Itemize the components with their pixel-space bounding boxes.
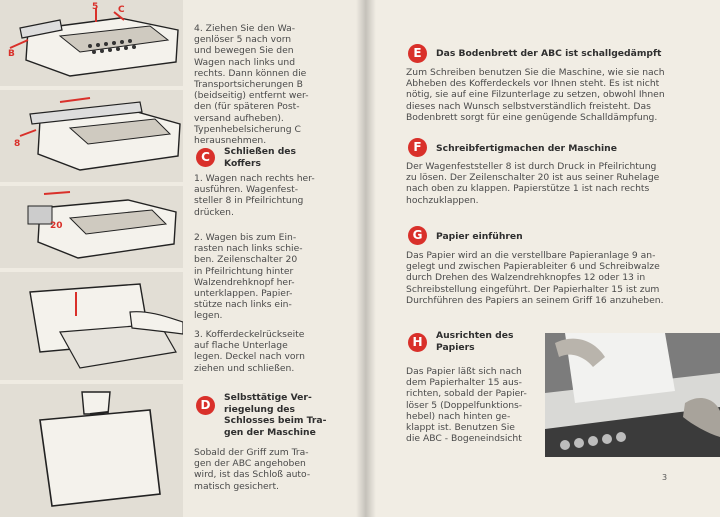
text-line: Durchführen des Papiers an seinem Griff 16 anzuheben. <box>406 294 664 306</box>
text-line: 4. Ziehen Sie den Wa- <box>194 23 296 34</box>
illustration-line-spacer <box>0 186 183 268</box>
text-line: versand aufheben). <box>194 112 284 124</box>
section-badge-d: D <box>196 396 215 415</box>
title-line: Koffers <box>224 157 261 169</box>
text-line: Der Wagenfeststeller 8 ist durch Druck in Pfeilrichtung <box>406 161 657 172</box>
text-line: legen. Deckel nach vorn <box>194 351 305 363</box>
label-b: B <box>8 49 15 59</box>
text-line: die ABC - Bogeneindsicht <box>406 433 522 445</box>
section-e-body <box>406 67 682 123</box>
illustration-carry-case <box>0 384 183 517</box>
label-c: C <box>118 5 125 15</box>
section-f-body <box>406 161 682 206</box>
title-line: gen der Maschine <box>224 426 316 438</box>
text-line: zu lösen. Der Zeilenschalter 20 ist aus seiner Ruhelage <box>406 172 660 184</box>
label-5: 5 <box>92 2 99 12</box>
text-line: dieses nach Wunsch selbstverständlich freisteht. Das <box>406 100 651 112</box>
section-title-f: Schreibfertigmachen der Maschine <box>436 143 617 154</box>
photo-paper-alignment <box>545 333 720 457</box>
step-d-text <box>194 447 354 492</box>
text-line: Schreibstellung eingeführt. Der Papierhalter 15 ist zum <box>406 283 660 295</box>
page-gutter <box>356 0 376 517</box>
text-line: legen. <box>194 310 223 322</box>
section-badge-e: E <box>408 44 427 63</box>
step-c2-text <box>194 232 352 322</box>
text-line: wird, ist das Schloß auto- <box>194 469 311 481</box>
text-line: Sobald der Griff zum Tra- <box>194 447 309 458</box>
text-line: rechts. Dann können die <box>194 67 307 79</box>
text-line: den (für späteren Post- <box>194 101 300 113</box>
section-title-d <box>224 392 356 438</box>
section-badge-f: F <box>408 138 427 157</box>
text-line: Das Papier läßt sich nach <box>406 366 522 377</box>
text-line: nach oben zu klappen. Papierstütze 1 ist nach rechts <box>406 183 650 195</box>
text-line: 1. Wagen nach rechts her- <box>194 173 315 184</box>
section-badge-h: H <box>408 333 427 352</box>
section-h-body <box>406 366 540 444</box>
text-line: in Pfeilrichtung hinter <box>194 265 294 277</box>
text-line: rasten nach links schie- <box>194 243 303 255</box>
text-line: Zum Schreiben benutzen Sie die Maschine, wie sie nach <box>406 67 665 78</box>
text-line: herausnehmen. <box>194 135 267 147</box>
text-line: und bewegen Sie den <box>194 45 294 57</box>
text-line: Das Papier wird an die verstellbare Papieranlage 9 an- <box>406 250 656 261</box>
title-line: Ausrichten des <box>436 330 514 341</box>
text-line: steller 8 in Pfeilrichtung <box>194 195 304 207</box>
title-line: Schlosses beim Tra- <box>224 415 327 426</box>
section-title-g: Papier einführen <box>436 231 523 242</box>
title-line: riegelung des <box>224 403 296 415</box>
text-line: auf flache Unterlage <box>194 340 288 352</box>
section-title-e: Das Bodenbrett der ABC ist schallgedämpft <box>436 48 662 59</box>
text-line: Transportsicherungen B <box>194 79 303 91</box>
text-line: durch Drehen des Walzendrehknopfes 12 oder 13 in <box>406 272 646 284</box>
page-number: 3 <box>662 473 668 482</box>
text-line: richten, sobald der Papier- <box>406 388 527 400</box>
title-line: Schließen des <box>224 146 296 157</box>
text-line: 2. Wagen bis zum Ein- <box>194 232 297 243</box>
text-line: ziehen und schließen. <box>194 362 295 374</box>
text-line: ausführen. Wagenfest- <box>194 184 299 196</box>
text-line: löser 5 (Doppelfunktions- <box>406 399 523 411</box>
section-g-body <box>406 250 682 306</box>
section-badge-g: G <box>408 226 427 245</box>
step-4-text <box>194 23 352 146</box>
step-c1-text <box>194 173 352 218</box>
text-line: Typenhebelsicherung C <box>194 123 301 135</box>
step-c3-text <box>194 329 352 374</box>
text-line: unterklappen. Papier- <box>194 288 293 300</box>
text-line: klappt ist. Benutzen Sie <box>406 422 515 434</box>
text-line: dem Papierhalter 15 aus- <box>406 377 522 389</box>
text-line: Walzendrehknopf her- <box>194 276 295 288</box>
section-title-c <box>224 146 354 169</box>
text-line: gelegt und zwischen Papierableiter 6 und Schreibwalze <box>406 261 660 273</box>
text-line: hochzuklappen. <box>406 194 479 206</box>
illustration-carriage-lock <box>0 90 183 182</box>
illustration-carriage-release <box>0 0 183 86</box>
text-line: Abheben des Kofferdeckels vor Ihnen steht. Es ist nicht <box>406 78 660 90</box>
text-line: 3. Kofferdeckelrückseite <box>194 329 305 340</box>
title-line: Papiers <box>436 341 475 353</box>
text-line: gen der ABC angehoben <box>194 458 306 470</box>
illustration-closing-lid <box>0 272 183 380</box>
title-line: Selbsttätige Ver- <box>224 392 312 403</box>
section-badge-c: C <box>196 148 215 167</box>
text-line: ben. Zeilenschalter 20 <box>194 254 298 266</box>
label-8: 8 <box>14 139 21 149</box>
text-line: nötig, sie auf eine Filzunterlage zu setzen, obwohl Ihnen <box>406 89 665 101</box>
label-20: 20 <box>50 221 63 231</box>
text-line: (beidseitig) entfernt wer- <box>194 90 309 102</box>
text-line: hebel) nach hinten ge- <box>406 410 511 422</box>
text-line: matisch gesichert. <box>194 480 279 492</box>
text-line: drücken. <box>194 206 234 218</box>
text-line: Bodenbrett sorgt für eine genügende Schalldämpfung. <box>406 111 658 123</box>
text-line: Wagen nach links und <box>194 56 296 68</box>
section-title-h <box>436 330 536 353</box>
text-line: genlöser 5 nach vorn <box>194 34 292 46</box>
text-line: stütze nach links ein- <box>194 299 292 311</box>
